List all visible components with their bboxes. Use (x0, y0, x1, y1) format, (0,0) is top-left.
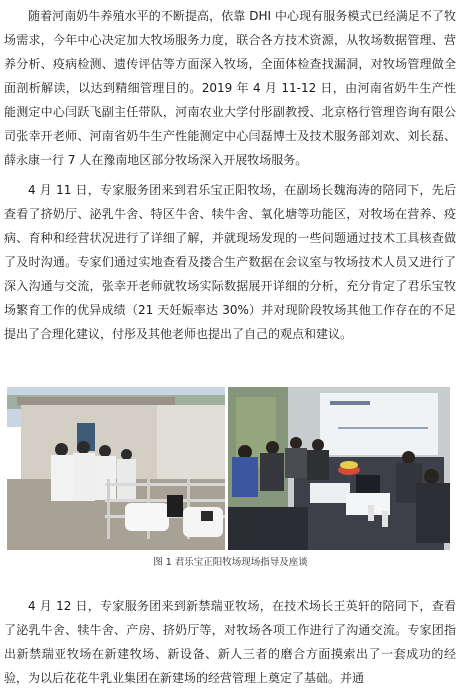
paragraph-xinjinruiya-visit: 4 月 12 日，专家服务团来到新禁瑞亚牧场，在技术场长王英轩的陪同下，查看了泌乳牛舍、犊牛舍、产房、挤奶厅等，对牧场各项工作进行了沟通交流。专家团指出新禁瑞亚牧场在新建牧场、新设备、新人三者的磨合方面摸索出了一套成功的经验，为以后花花牛乳业集团在新建场的经营管理上奠定了基础。并通 (4, 599, 456, 685)
photo-barn-inspection (7, 387, 225, 550)
photo-meeting-room (228, 387, 450, 550)
figure-caption: 图 1 君乐宝正阳牧场现场指导及座谈 (153, 557, 308, 568)
paragraph-zhengyang-visit: 4 月 11 日，专家服务团来到君乐宝正阳牧场，在副场长魏海涛的陪同下，先后查看了挤奶厅、泌乳牛舍、特区牛舍、犊牛舍、氧化塘等功能区，对牧场在营养、疫病、育种和经营状况进行了详细了解，并就现场发现的一些问题通过技术工具核查做了及时沟通。专家们通过实地查看及搂合生产数据在会议室与牧场技术人员又进行了深入沟通与交流，张幸开老师就牧场实际数据展开详细的分析，充分肯定了君乐宝牧场繁育工作的优异成绩（21 天妊娠率达 30%）并对现阶段牧场其他工作存在的不足提出了合理化建议，付彤及其他老师也提出了自己的观点和建议。 (4, 183, 456, 341)
paragraph-intro: 随着河南奶牛养殖水平的不断提高，依靠 DHI 中心现有服务模式已经满足不了牧场需求，今年中心决定加大牧场服务力度，联合各方技术资源，从牧场数据管理、营养分析、疫病检测、遗传评估等方面深入牧场，全面体检查找漏洞，对牧场管理做全面剖析解读，以达到精细管理目的。2019 年 4 月 11-12 日，由河南省奶牛生产性能测定中心闫跃飞副主任带队，河南农业大学付彤副教授、北京格行管理咨询有限公司张幸开老师、河南省奶牛生产性能测定中心闫磊博士及技术服务部刘欢、刘长磊、薛永康一行 7 人在豫南地区部分牧场深入开展牧场服务。 (4, 9, 456, 167)
